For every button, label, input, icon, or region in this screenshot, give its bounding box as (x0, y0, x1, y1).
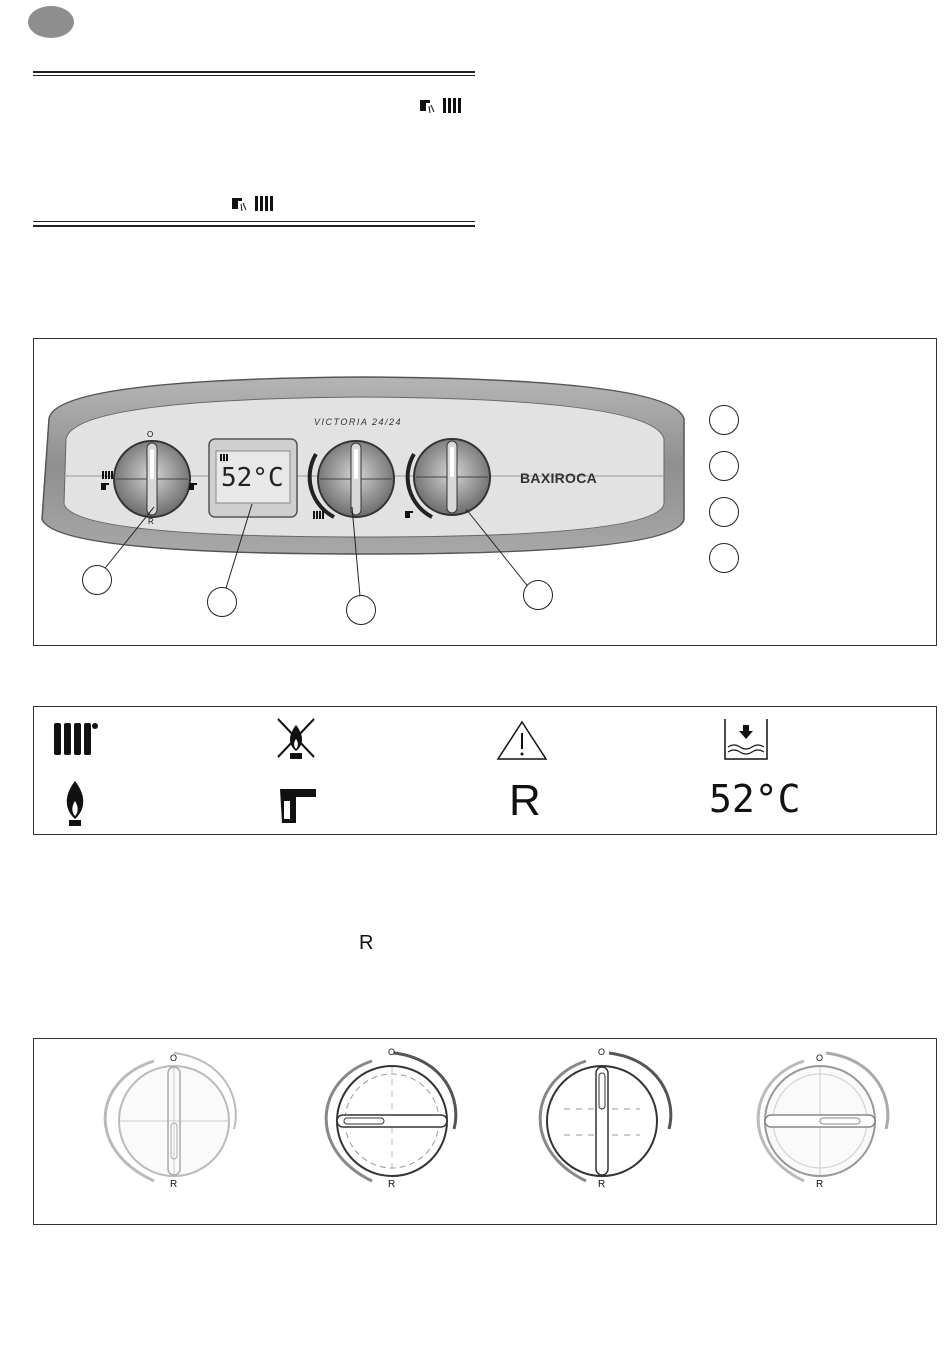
symbol-legend (33, 706, 937, 835)
callout-circle-4 (523, 580, 553, 610)
callout-circle-2 (207, 587, 237, 617)
reset-label-b: R (388, 1179, 396, 1190)
selector-positions-figure (33, 1038, 937, 1225)
no-flame-icon (274, 715, 318, 761)
off-label-d: O (816, 1053, 824, 1063)
mode-selector-knob[interactable] (114, 441, 190, 517)
selector-position-heating-hot-water (540, 1053, 671, 1181)
top-rule (33, 71, 475, 73)
selector-position-heating (326, 1053, 456, 1181)
reset-label-d: R (816, 1179, 824, 1190)
bottom-rule-thin (33, 221, 475, 222)
selector-position-off (105, 1053, 236, 1181)
selector-position-hot-water (758, 1053, 888, 1181)
control-panel-drawing (34, 339, 938, 647)
warning-triangle-icon (496, 719, 548, 761)
brand-logo: BAXIROCA (520, 470, 598, 486)
display-readout-icon: 52°C (709, 777, 801, 821)
callout-circle-5 (709, 405, 739, 435)
callout-circle-7 (709, 497, 739, 527)
section-marker (28, 6, 74, 38)
reset-position-label: R (148, 517, 154, 526)
callout-circle-8 (709, 543, 739, 573)
control-panel-figure (33, 338, 937, 646)
off-label-a: O (170, 1053, 178, 1063)
reset-icon: R (509, 776, 541, 825)
callout-circle-3 (346, 595, 376, 625)
off-label-b: O (388, 1047, 396, 1057)
off-label-c: O (598, 1047, 606, 1057)
tap-icon (278, 785, 320, 825)
model-label: VICTORIA 24/24 (314, 417, 403, 427)
off-position-label: O (147, 430, 154, 439)
top-rule-thin (33, 75, 475, 76)
lcd-readout: 52°C (221, 463, 284, 493)
callout-circle-6 (709, 451, 739, 481)
callout-circle-1 (82, 565, 112, 595)
water-pressure-icon (722, 717, 770, 761)
tap-radiator-icon-2 (230, 194, 278, 214)
bottom-rule (33, 225, 475, 227)
selector-positions-drawing (34, 1039, 938, 1226)
inline-reset-symbol: R (359, 932, 374, 954)
reset-label-c: R (598, 1179, 606, 1190)
tap-radiator-icon (418, 96, 466, 116)
flame-icon (62, 779, 88, 827)
reset-label-a: R (170, 1179, 178, 1190)
radiator-icon (52, 721, 100, 757)
